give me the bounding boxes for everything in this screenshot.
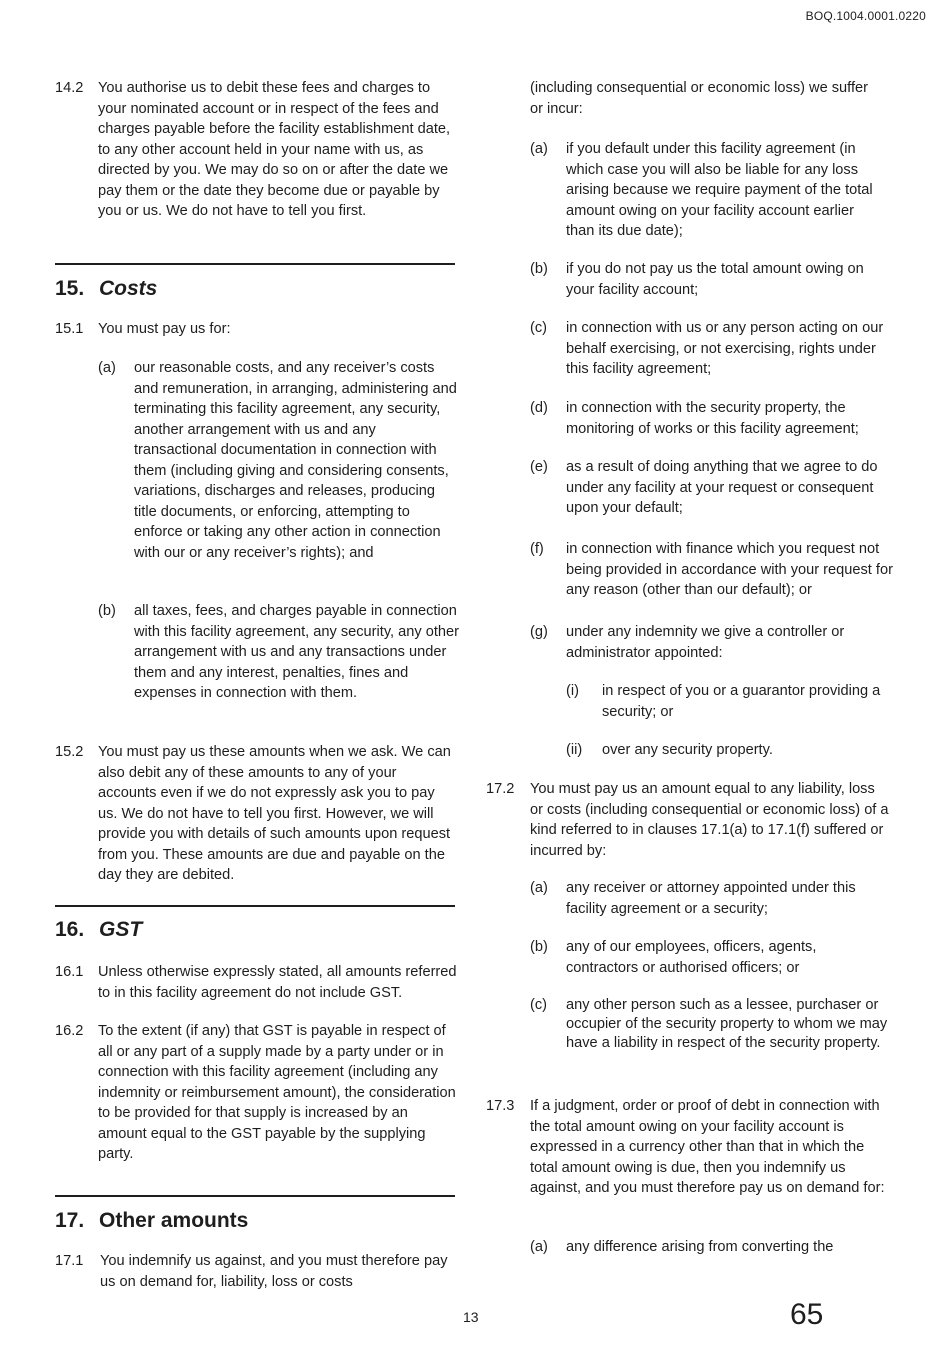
clause-17-1-g-ii: [566, 740, 896, 761]
subclause-text: any of our employees, officers, agents, contractors or authorised officers; or: [566, 939, 817, 976]
clause-17-3-a: [530, 1237, 890, 1258]
subclause-text: over any security property.: [602, 742, 773, 758]
section-heading-16: [55, 918, 142, 942]
clause-text: To the extent (if any) that GST is payable in respect of all or any part of a supply made by a party under or in connection with this facility agreement (including any indemnity or reimbursement amount), the consideration to be provided for that supply is increased by an amount equal to the GST payable by the supplying party.: [98, 1023, 456, 1162]
clause-number: 15.2: [55, 744, 84, 760]
subclause-letter: (a): [530, 141, 548, 157]
subclause-text: our reasonable costs, and any receiver’s costs and remuneration, in arranging, administering and terminating this facility agreement, any security, another arrangement with us and any transactional documentation in connection with them (including giving and considering consents, variations, discharges and releases, producing title documents, or enforcing, attempting to enforce or taking any other action in connection with our or any receiver’s rights); and: [134, 360, 457, 561]
subclause-letter: (a): [530, 1239, 548, 1255]
clause-17-3: [486, 1096, 890, 1199]
clause-17-2-a: [530, 878, 890, 919]
subclause-letter: (a): [98, 360, 116, 376]
subclause-letter: (b): [530, 261, 548, 277]
clause-17-1: [55, 1251, 455, 1292]
subclause-text: if you do not pay us the total amount owing on your facility account;: [566, 261, 864, 298]
clause-17-1-g: [530, 622, 890, 663]
clause-17-1-a: [530, 139, 885, 242]
clause-17-1-d: [530, 398, 890, 439]
section-divider: [55, 905, 455, 907]
clause-17-1-f: [530, 539, 910, 601]
clause-number: 17.3: [486, 1098, 515, 1114]
clause-17-1-continued: [530, 78, 870, 119]
clause-number: 17.2: [486, 781, 515, 797]
section-title: Other amounts: [99, 1209, 249, 1232]
clause-text: You indemnify us against, and you must therefore pay us on demand for, liability, loss or costs: [100, 1253, 448, 1290]
section-title: GST: [99, 918, 143, 941]
section-number: 16.: [55, 918, 85, 941]
clause-number: 15.1: [55, 321, 84, 337]
clause-number: 17.1: [55, 1253, 84, 1269]
clause-text: You must pay us these amounts when we ask. We can also debit any of these amounts to any of your accounts even if we do not expressly ask you to pay us. We do not have to tell you first. However, we will provide you with details of such amounts upon request from you. These amounts are due and payable on the day they are debited.: [98, 744, 451, 883]
clause-number: 16.1: [55, 964, 84, 980]
bundle-page-number: 65: [790, 1298, 824, 1331]
clause-16-1: [55, 962, 470, 1003]
subclause-letter: (b): [98, 603, 116, 619]
document-reference: BOQ.1004.0001.0220: [805, 9, 926, 23]
clause-text: Unless otherwise expressly stated, all amounts referred to in this facility agreement do not include GST.: [98, 964, 457, 1001]
clause-text: You must pay us for:: [98, 321, 231, 337]
subclause-letter: (f): [530, 541, 544, 557]
subclause-text: in connection with finance which you request not being provided in accordance with your request for any reason (other than our default); or: [566, 541, 893, 598]
clause-15-2: [55, 742, 455, 886]
section-divider: [55, 263, 455, 265]
section-number: 15.: [55, 277, 85, 300]
clause-number: 16.2: [55, 1023, 84, 1039]
clause-15-1: [55, 319, 455, 340]
subclause-letter: (b): [530, 939, 548, 955]
subclause-roman: (ii): [566, 742, 583, 758]
subclause-roman: (i): [566, 683, 579, 699]
subclause-letter: (c): [530, 320, 548, 336]
clause-text: (including consequential or economic loss) we suffer or incur:: [530, 80, 868, 117]
subclause-text: any other person such as a lessee, purchaser or occupier of the security property to whom we may have a liability in respect of the security property.: [566, 997, 888, 1051]
clause-14-2: [55, 78, 455, 222]
subclause-text: under any indemnity we give a controller or administrator appointed:: [566, 624, 845, 661]
subclause-letter: (d): [530, 400, 548, 416]
clause-number: 14.2: [55, 80, 84, 96]
clause-17-1-c: [530, 318, 890, 380]
clause-17-1-e: [530, 457, 890, 519]
section-divider: [55, 1195, 455, 1197]
clause-text: If a judgment, order or proof of debt in connection with the total amount owing on your facility account is expressed in a currency other than that in which the total amount owing is due, then you indemnify us against, and you must therefore pay us on demand for:: [530, 1098, 885, 1196]
section-title: Costs: [99, 277, 158, 300]
subclause-letter: (a): [530, 880, 548, 896]
clause-16-2: [55, 1021, 460, 1165]
clause-text: You authorise us to debit these fees and charges to your nominated account or in respect of the fees and charges payable before the facility establishment date, to any other account held in your name with us, as directed by you. We may do so on or after the date we pay them or the date they become due or payable by you or us. We do not have to tell you first.: [98, 80, 451, 219]
clause-text: You must pay us an amount equal to any liability, loss or costs (including consequential or economic loss) of a kind referred to in clauses 17.1(a) to 17.1(f) suffered or incurred by:: [530, 781, 889, 859]
subclause-text: any difference arising from converting the: [566, 1239, 834, 1255]
clause-17-1-g-i: [566, 681, 896, 722]
section-heading-17: [55, 1209, 248, 1233]
subclause-letter: (c): [530, 997, 548, 1013]
subclause-text: in respect of you or a guarantor providing a security; or: [602, 683, 881, 720]
clause-15-1-a: [98, 358, 460, 563]
subclause-text: as a result of doing anything that we agree to do under any facility at your request or consequent upon your default;: [566, 459, 878, 516]
subclause-letter: (g): [530, 624, 548, 640]
page-number: 13: [463, 1309, 479, 1325]
clause-17-2-c: [530, 996, 890, 1053]
clause-17-1-b: [530, 259, 890, 300]
clause-17-2: [486, 779, 890, 861]
clause-15-1-b: [98, 601, 460, 704]
subclause-text: in connection with us or any person acting on our behalf exercising, or not exercising, rights under this facility agreement;: [566, 320, 884, 377]
section-heading-15: [55, 277, 157, 301]
subclause-text: if you default under this facility agreement (in which case you will also be liable for any loss arising because we require payment of the total amount owing on your facility account earlier than its due date);: [566, 141, 873, 239]
subclause-letter: (e): [530, 459, 548, 475]
section-number: 17.: [55, 1209, 85, 1232]
subclause-text: any receiver or attorney appointed under this facility agreement or a security;: [566, 880, 856, 917]
subclause-text: in connection with the security property, the monitoring of works or this facility agreement;: [566, 400, 859, 437]
subclause-text: all taxes, fees, and charges payable in connection with this facility agreement, any security, any other arrangement with us and any transactions under them and any interest, penalties, fines and expenses in connection with them.: [134, 603, 459, 701]
clause-17-2-b: [530, 937, 890, 978]
